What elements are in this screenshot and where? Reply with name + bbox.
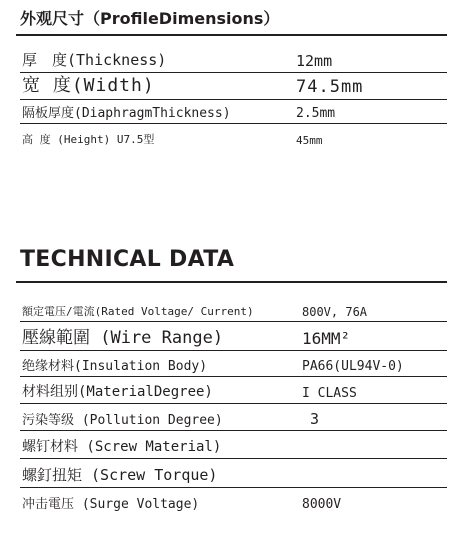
tech-row-surge-voltage (20, 488, 447, 518)
spec-row-thickness (20, 52, 447, 73)
spec-label: 厚 度(Thickness) (22, 51, 167, 69)
spec-row-width (20, 74, 447, 100)
tech-value: PA66(UL94V-0) (302, 359, 404, 374)
tech-row-screw-torque (20, 459, 447, 488)
tech-value: 800V, 76A (302, 305, 368, 319)
spec-row-diaphragm-thickness (20, 101, 447, 124)
spec-value: 74.5mm (296, 77, 364, 97)
spec-label: 宽 度(Width) (22, 75, 155, 96)
tech-value: 8000V (302, 497, 342, 512)
tech-label: 材料组别(MaterialDegree) (22, 384, 213, 400)
tech-label: 螺釘扭矩 (Screw Torque) (22, 466, 218, 484)
tech-label: 額定電压/電流(Rated Voltage/ Current) (22, 305, 254, 318)
tech-row-rated-voltage (20, 298, 447, 322)
spec-value: 2.5mm (296, 106, 336, 121)
spec-row-height (20, 125, 447, 151)
technical-data-title: TECHNICAL DATA (20, 247, 235, 272)
tech-label: 绝缘材料(Insulation Body) (22, 359, 208, 374)
profile-title-rule (16, 34, 447, 36)
spec-value: 45mm (296, 134, 323, 147)
tech-label: 冲击電压 (Surge Voltage) (22, 497, 200, 512)
spec-value: 12mm (296, 52, 333, 70)
tech-value: I CLASS (302, 386, 357, 401)
tech-value: 16MM² (302, 329, 351, 348)
tech-label: 螺钉材料 (Screw Material) (22, 439, 222, 455)
technical-title-rule (16, 281, 447, 283)
tech-row-insulation-body (20, 351, 447, 377)
tech-label: 壓線範圍 (Wire Range) (22, 328, 224, 348)
tech-value: 3 (310, 410, 320, 428)
tech-label: 污染等级 (Pollution Degree) (22, 413, 223, 428)
tech-row-screw-material (20, 431, 447, 459)
tech-row-pollution-degree (20, 404, 447, 431)
tech-row-material-degree (20, 377, 447, 404)
tech-row-wire-range (20, 322, 447, 351)
profile-dimensions-title: 外观尺寸（ProfileDimensions） (20, 9, 280, 28)
spec-label: 高 度 (Height) U7.5型 (22, 133, 155, 146)
spec-label: 隔板厚度(DiaphragmThickness) (22, 106, 231, 121)
